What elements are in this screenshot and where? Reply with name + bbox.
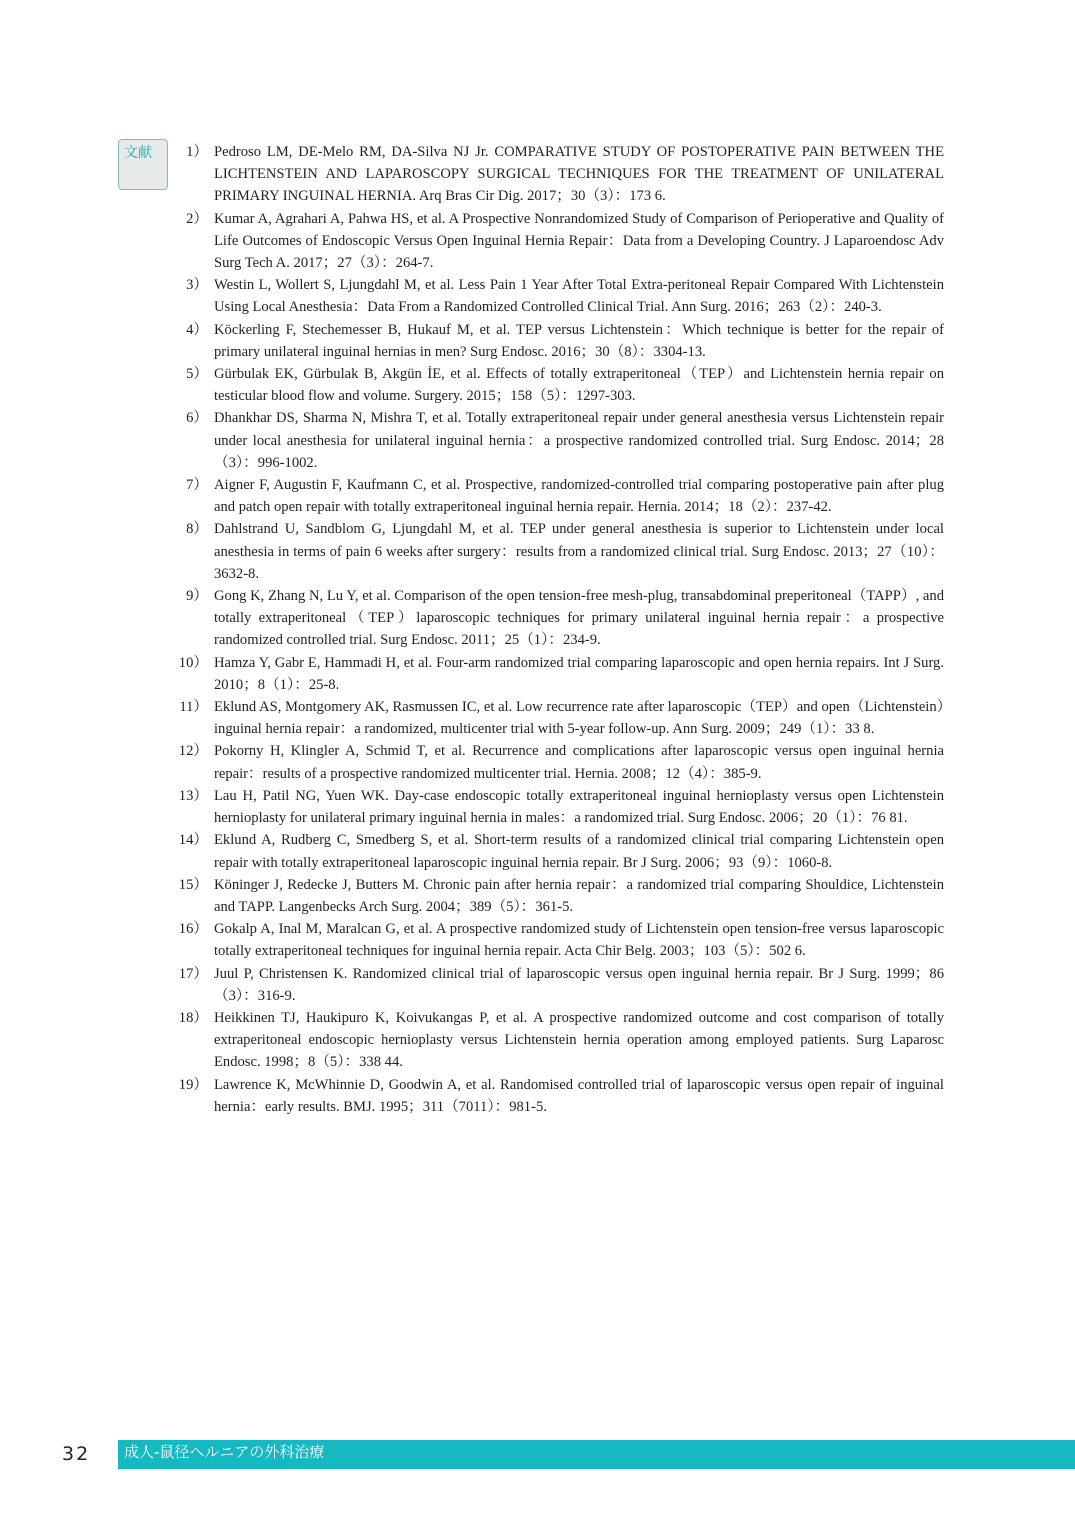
reference-number: 19） xyxy=(178,1076,208,1093)
reference-item xyxy=(172,1007,944,1074)
reference-item xyxy=(172,474,944,518)
reference-number: 17） xyxy=(178,965,208,982)
reference-number: 10） xyxy=(178,654,208,671)
reference-text: Gong K, Zhang N, Lu Y, et al. Comparison of the open tension-free mesh-plug, transabdominal preperitoneal（TAPP）, and totally extraperitoneal（TEP）laparoscopic techniques for primary unilateral inguinal hernia repair：a prospective randomized controlled trial. Surg Endosc. 2011；25（1）：234-9. xyxy=(214,588,944,649)
section-label: 文献 xyxy=(118,139,168,190)
reference-item xyxy=(172,363,944,407)
reference-number: 6） xyxy=(186,410,208,427)
reference-text: Dahlstrand U, Sandblom G, Ljungdahl M, et al. TEP under general anesthesia is superior to Lichtenstein under local anesthesia in terms of pain 6 weeks after surgery：results from a randomized clinical trial. Surg Endosc. 2013；27（10）：3632-8. xyxy=(214,521,944,582)
reference-text: Eklund AS, Montgomery AK, Rasmussen IC, et al. Low recurrence rate after laparoscopic（TEP）and open（Lichtenstein）inguinal hernia repair：a randomized, multicenter trial with 5-year follow-up. Ann Surg. 2009；249（1）：33 8. xyxy=(214,699,944,738)
reference-text: Westin L, Wollert S, Ljungdahl M, et al. Less Pain 1 Year After Total Extra-peritoneal Repair Compared With Lichtenstein Using Local Anesthesia：Data From a Randomized Controlled Clinical Trial. Ann Surg. 2016；263（2）：240-3. xyxy=(214,277,944,316)
reference-item xyxy=(172,652,944,696)
footer-title: 成人-鼠径ヘルニアの外科治療 xyxy=(124,1443,325,1461)
reference-number: 2） xyxy=(186,210,208,227)
reference-text: Lau H, Patil NG, Yuen WK. Day-case endoscopic totally extraperitoneal inguinal hernioplasty versus open Lichtenstein hernioplasty for unilateral primary inguinal hernia in males：a randomized trial. Surg Endosc. 2006；20（1）：76 81. xyxy=(214,787,944,827)
reference-item xyxy=(172,696,944,740)
reference-text: Aigner F, Augustin F, Kaufmann C, et al. Prospective, randomized-controlled trial comparing postoperative pain after plug and patch open repair with totally extraperitoneal inguinal hernia repair. Hernia. 2014；18（2）：237-42. xyxy=(214,477,944,516)
reference-number: 15） xyxy=(178,876,208,893)
page-number: 32 xyxy=(62,1443,91,1465)
reference-item xyxy=(172,963,944,1007)
reference-text: Hamza Y, Gabr E, Hammadi H, et al. Four-arm randomized trial comparing laparoscopic and open hernia repairs. Int J Surg. 2010；8（1）：25-8. xyxy=(214,654,944,693)
reference-number: 13） xyxy=(178,787,208,804)
reference-number: 8） xyxy=(186,521,208,538)
reference-item xyxy=(172,829,944,873)
reference-text: Juul P, Christensen K. Randomized clinical trial of laparoscopic versus open inguinal hernia repair. Br J Surg. 1999；86（3）：316-9. xyxy=(214,965,944,1004)
reference-number: 5） xyxy=(186,366,208,383)
reference-number: 16） xyxy=(178,921,208,938)
reference-item xyxy=(172,518,944,585)
reference-item xyxy=(172,319,944,363)
reference-text: Pedroso LM, DE-Melo RM, DA-Silva NJ Jr. COMPARATIVE STUDY OF POSTOPERATIVE PAIN BETWEEN THE LICHTENSTEIN AND LAPAROSCOPY SURGICAL TECHNIQUES FOR THE TREATMENT OF UNILATERAL PRIMARY INGUINAL HERNIA. Arq Bras Cir Dig. 2017；30（3）：173 6. xyxy=(214,144,944,205)
reference-number: 7） xyxy=(186,477,208,494)
reference-text: Dhankhar DS, Sharma N, Mishra T, et al. Totally extraperitoneal repair under general anesthesia versus Lichtenstein repair under local anesthesia for unilateral inguinal hernia：a prospective randomized controlled trial. Surg Endosc. 2014；28（3）：996-1002. xyxy=(214,410,944,471)
reference-number: 12） xyxy=(178,743,208,760)
reference-number: 14） xyxy=(178,832,208,849)
reference-text: Eklund A, Rudberg C, Smedberg S, et al. Short-term results of a randomized clinical trial comparing Lichtenstein open repair with totally extraperitoneal laparoscopic inguinal hernia repair. Br J Surg. 2006；93（9）：1060-8. xyxy=(214,832,944,871)
reference-number: 18） xyxy=(178,1009,208,1026)
reference-item xyxy=(172,785,944,829)
footer-bar xyxy=(118,1440,1075,1469)
reference-text: Lawrence K, McWhinnie D, Goodwin A, et al. Randomised controlled trial of laparoscopic versus open repair of inguinal hernia：early results. BMJ. 1995；311（7011）：981-5. xyxy=(214,1076,944,1115)
reference-number: 3） xyxy=(186,277,208,294)
reference-text: Gürbulak EK, Gürbulak B, Akgün İE, et al. Effects of totally extraperitoneal（TEP）and Lichtenstein hernia repair on testicular blood flow and volume. Surgery. 2015；158（5）：1297-303. xyxy=(214,366,944,405)
reference-item xyxy=(172,740,944,784)
reference-item xyxy=(172,274,944,318)
reference-number: 4） xyxy=(186,321,208,338)
reference-item xyxy=(172,407,944,474)
reference-number: 9） xyxy=(186,588,208,605)
reference-text: Heikkinen TJ, Haukipuro K, Koivukangas P, et al. A prospective randomized outcome and cost comparison of totally extraperitoneal endoscopic hernioplasty versus Lichtenstein hernia operation among employed patients. Surg Laparosc Endosc. 1998；8（5）：338 44. xyxy=(214,1009,944,1071)
reference-item xyxy=(172,141,944,208)
reference-text: Gokalp A, Inal M, Maralcan G, et al. A prospective randomized study of Lichtenstein open tension-free versus laparoscopic totally extraperitoneal techniques for inguinal hernia repair. Acta Chir Belg. 2003；103（5）：502 6. xyxy=(214,921,944,960)
reference-item xyxy=(172,585,944,652)
reference-number: 11） xyxy=(179,699,208,716)
reference-item xyxy=(172,1074,944,1118)
reference-text: Köckerling F, Stechemesser B, Hukauf M, et al. TEP versus Lichtenstein：Which technique is better for the repair of primary unilateral inguinal hernias in men? Surg Endosc. 2016；30（8）：3304-13. xyxy=(214,321,944,360)
reference-item xyxy=(172,874,944,918)
reference-text: Pokorny H, Klingler A, Schmid T, et al. Recurrence and complications after laparoscopic versus open inguinal hernia repair：results of a prospective randomized multicenter trial. Hernia. 2008；12（4）：385-9. xyxy=(214,743,944,782)
reference-list xyxy=(172,141,944,1118)
reference-text: Köninger J, Redecke J, Butters M. Chronic pain after hernia repair：a randomized trial comparing Shouldice, Lichtenstein and TAPP. Langenbecks Arch Surg. 2004；389（5）：361-5. xyxy=(214,876,944,915)
reference-text: Kumar A, Agrahari A, Pahwa HS, et al. A Prospective Nonrandomized Study of Comparison of Perioperative and Quality of Life Outcomes of Endoscopic Versus Open Inguinal Hernia Repair：Data from a Developing Country. J Laparoendosc Adv Surg Tech A. 2017；27（3）：264-7. xyxy=(214,210,944,272)
reference-number: 1） xyxy=(186,144,208,160)
reference-item xyxy=(172,918,944,962)
reference-item xyxy=(172,208,944,275)
